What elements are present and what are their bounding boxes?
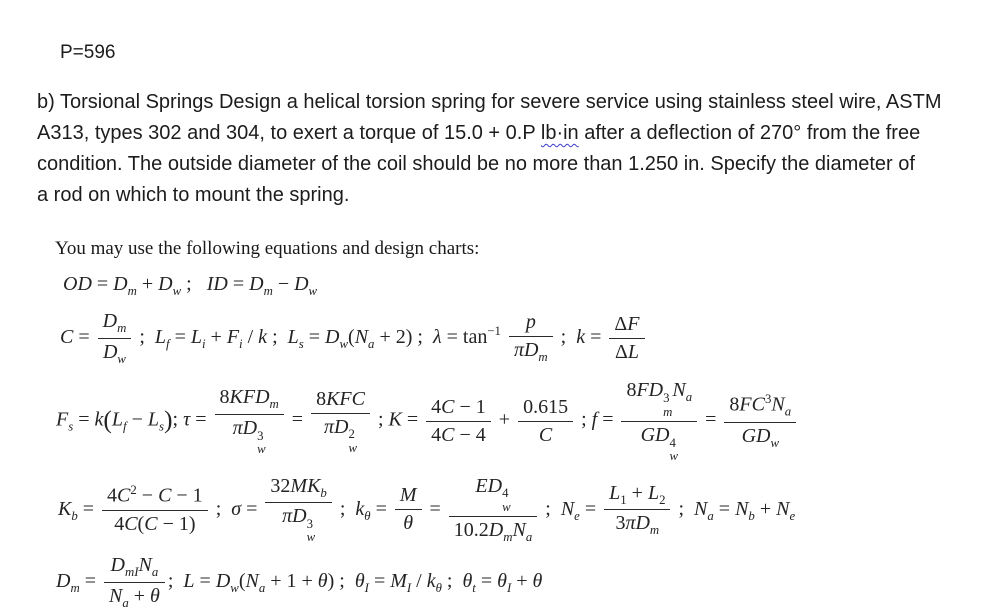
problem-line-3: condition. The outside diameter of the coil should be no more than 1.250 in. Specify the diameter of: [37, 153, 915, 175]
problem-statement: [37, 87, 977, 211]
problem-line-2-pre: A313, types 302 and 304, to exert a torque of 15.0 + 0.P: [37, 122, 541, 144]
problem-line-1: b) Torsional Springs Design a helical torsion spring for severe service using stainless steel wire, ASTM: [37, 91, 942, 113]
equation-bending-stress-spring-rate-coils: $K_b$ = $\frac{4C^2 - C - 1}{4C(C - 1)}$ ; σ = $32MK_b$ πD 3 w ; $k_\theta$ = $\frac{M}{\theta}$ = ED 4 w $10.2D_mN_a$ ; $N_e$ = $\frac{L_1 + L_2}{3\pi D_m}$ ; $N_a = N_b + N_e$: [58, 474, 796, 545]
equation-spring-index-lengths-rate: C = $\frac{D_m}{D_w}$ ; $L_f = L_i + F_i / k$ ; $L_s = D_w(N_a + 2)$ ; $\lambda = \tan^{-1}$ $\frac{p}{\pi D_m}$ ; k = $\frac{\Delta F}{\Delta L}$: [60, 310, 799, 366]
spellcheck-flagged-text: lb·in: [540, 122, 579, 144]
equations-intro-text: You may use the following equations and design charts:: [55, 238, 480, 259]
problem-line-4: a rod on which to mount the spring.: [37, 184, 350, 206]
equation-mean-diameter-length-rotation: $D_m$ = $\frac{D_{mI}N_a}{N_a + \theta}$ ; $L = D_w(N_a + 1 + \theta)$ ; $\theta_I = M_I / k_\theta$ ; $\theta_t = \theta_I + \theta$: [56, 553, 543, 610]
equations-section: [55, 238, 799, 610]
problem-line-2: [37, 118, 977, 149]
equation-od-id: OD = $D_m + D_w$ ; ID = $D_m - D_w$: [63, 273, 318, 298]
problem-line-2-post: after a deflection of 270° from the free: [578, 122, 921, 144]
p-number-label: P=596: [60, 42, 116, 63]
equation-shear-stress-wahl-deflection: $F_s = k(L_f - L_s)$; τ = $8KFD_m$ πD 3 w = 8KFC πD 2 w ; K = $\frac{4C - 1}{4C - 4}$ + $\frac{0.615}{C}$ ; f = 8FD 3 m $N_a$ GD 4 w = $\frac{8FC^3N_a}{GD_w}$: [56, 379, 799, 463]
